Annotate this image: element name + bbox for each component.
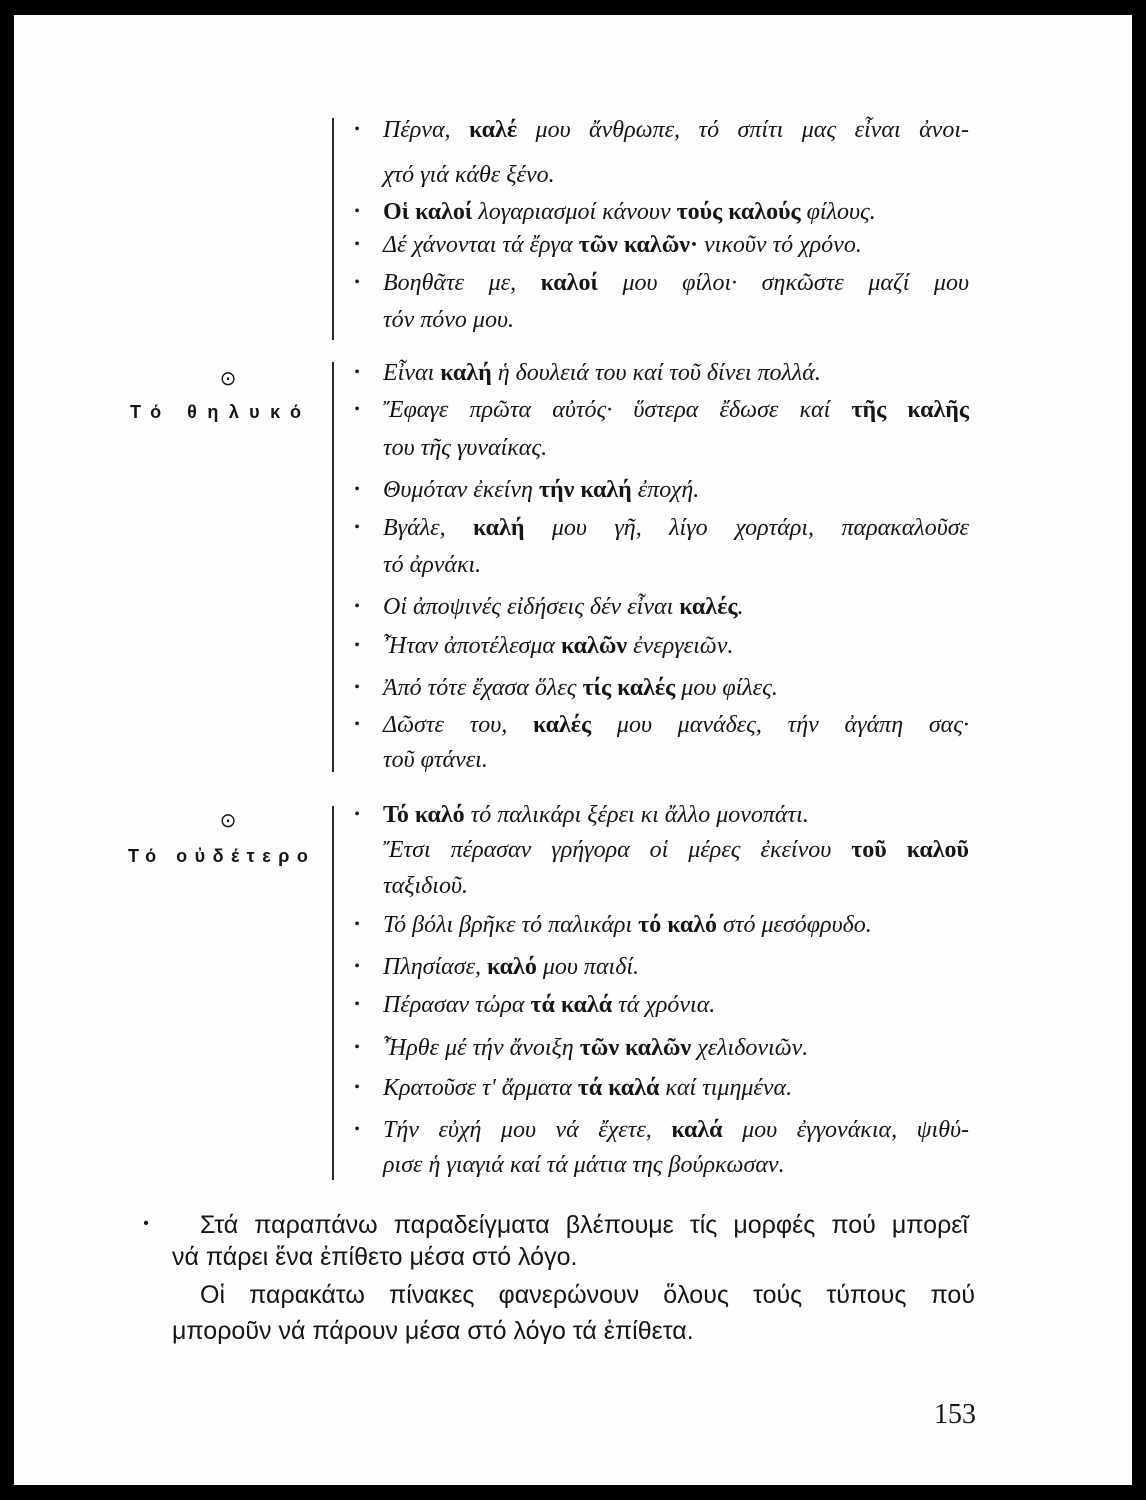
example-line — [383, 511, 969, 545]
example-text: Ἔφαγε πρῶτα αὐτός· ὕστερα ἔδωσε καί — [383, 397, 852, 423]
adjective-form: καλῶν — [561, 633, 628, 659]
example-text: χτό γιά κάθε ξένο. — [383, 162, 555, 188]
bullet-point: • — [354, 637, 360, 654]
example-text: καί τιμημένα. — [659, 1075, 793, 1101]
example-text: φίλους. — [800, 199, 876, 225]
bullet-point: • — [354, 806, 360, 823]
bullet-point: • — [354, 274, 360, 291]
adjective-form: Τό καλό — [383, 802, 465, 828]
bullet-point: • — [354, 481, 360, 498]
example-text: μου γῆ, λίγο χορτάρι, παρακαλοῦσε — [524, 515, 970, 541]
example-text: μου φίλοι· σηκῶστε μαζί μου — [597, 270, 969, 296]
bullet-point: • — [354, 121, 360, 138]
example-text: Τό βόλι βρῆκε τό παλικάρι — [383, 912, 639, 938]
example-line — [383, 743, 969, 777]
example-text: Ἀπό τότε ἔχασα ὅλες — [383, 675, 583, 701]
margin-rule-masculine — [332, 118, 334, 340]
adjective-form: τά καλά — [530, 992, 613, 1018]
example-line — [383, 833, 969, 867]
bullet-point: • — [354, 598, 360, 615]
bullet-point: • — [354, 401, 360, 418]
summary-line: Στά παραπάνω παραδείγματα βλέπουμε τίς μορφές πού μπορεῖ — [200, 1211, 968, 1239]
bullet-point: • — [354, 1079, 360, 1096]
example-text: τόν πόνο μου. — [383, 307, 514, 333]
example-text: τό παλικάρι ξέρει κι ἄλλο μονοπάτι. — [464, 802, 809, 828]
example-line — [383, 798, 969, 832]
example-line — [383, 950, 969, 984]
adjective-form: τῆς καλῆς — [851, 397, 970, 423]
adjective-form: καλές — [679, 594, 738, 620]
bullet-point: • — [354, 236, 360, 253]
feminine-section-marker-icon: ⊙ — [219, 366, 237, 390]
adjective-form: Οἱ καλοί — [383, 199, 473, 225]
example-line — [383, 1148, 969, 1182]
example-text: Εἶναι — [383, 360, 441, 386]
adjective-form: καλά — [671, 1117, 723, 1143]
example-line — [383, 1113, 969, 1147]
adjective-form: καλό — [487, 954, 537, 980]
bullet-point: • — [354, 519, 360, 536]
margin-rule-feminine — [332, 362, 334, 772]
example-text: ἡ δουλειά του καί τοῦ δίνει πολλά. — [491, 360, 821, 386]
adjective-form: καλοί — [540, 270, 598, 296]
example-text: Οἱ ἀποψινές εἰδήσεις δέν εἶναι — [383, 594, 680, 620]
bullet-point: • — [354, 996, 360, 1013]
adjective-form: καλή — [473, 515, 525, 541]
example-text: . — [737, 594, 744, 620]
example-line — [383, 1031, 969, 1065]
adjective-form: τό καλό — [638, 912, 718, 938]
example-line — [383, 356, 969, 390]
example-text: μου μανάδες, τήν ἀγάπη σας· — [591, 712, 969, 738]
adjective-form: καλέ — [469, 117, 518, 143]
example-text: Δῶστε του, — [383, 712, 533, 738]
example-text: Ἦρθε μέ τήν ἄνοιξη — [383, 1035, 580, 1061]
bullet-point: • — [354, 916, 360, 933]
adjective-form: τῶν καλῶν· — [578, 232, 698, 258]
example-line — [383, 671, 969, 705]
bullet-point: • — [354, 1121, 360, 1138]
bullet-point: • — [354, 679, 360, 696]
example-line — [383, 869, 969, 903]
example-text: Ἦταν ἀποτέλεσμα — [383, 633, 562, 659]
example-text: Τήν εὐχή μου νά ἔχετε, — [383, 1117, 672, 1143]
example-line — [383, 548, 969, 582]
adjective-form: καλή — [440, 360, 492, 386]
summary-bullet-point: • — [143, 1215, 149, 1232]
example-text: λογαριασμοί κάνουν — [472, 199, 677, 225]
example-line — [383, 473, 969, 507]
example-line — [383, 228, 969, 262]
example-line — [383, 113, 969, 147]
example-line — [383, 158, 969, 192]
example-line — [383, 629, 969, 663]
example-text: του τῆς γυναίκας. — [383, 435, 548, 461]
page-number: 153 — [934, 1399, 976, 1430]
example-text: ἐποχή. — [631, 477, 700, 503]
example-line — [383, 303, 969, 337]
summary-line: νά πάρει ἕνα ἐπίθετο μέσα στό λόγο. — [172, 1243, 578, 1271]
example-line — [383, 590, 969, 624]
example-text: μου ἐγγονάκια, ψιθύ- — [722, 1117, 969, 1143]
example-line — [383, 1071, 969, 1105]
margin-rule-neuter — [332, 806, 334, 1180]
summary-line: μποροῦν νά πάρουν μέσα στό λόγο τά ἐπίθετα. — [172, 1317, 694, 1345]
bullet-point: • — [354, 364, 360, 381]
adjective-form: τούς καλούς — [676, 199, 801, 225]
adjective-form: καλές — [532, 712, 592, 738]
bullet-point: • — [354, 203, 360, 220]
example-line — [383, 195, 969, 229]
example-text: τό ἀρνάκι. — [383, 552, 482, 578]
adjective-form: τῶν καλῶν — [579, 1035, 692, 1061]
example-line — [383, 908, 969, 942]
adjective-form: τά καλά — [577, 1075, 660, 1101]
example-text: μου ἄνθρωπε, τό σπίτι μας εἶναι ἀνοι- — [517, 117, 969, 143]
neuter-section-marker-icon: ⊙ — [219, 808, 237, 832]
example-text: στό μεσόφρυδο. — [717, 912, 872, 938]
bullet-point: • — [354, 1039, 360, 1056]
bullet-point: • — [354, 958, 360, 975]
example-text: Θυμόταν ἐκείνη — [383, 477, 539, 503]
example-text: Βγάλε, — [383, 515, 473, 541]
example-line — [383, 393, 969, 427]
example-text: Πέρνα, — [383, 117, 470, 143]
adjective-form: τίς καλές — [582, 675, 676, 701]
feminine-section-label: Τό θηλυκό — [130, 402, 312, 422]
example-text: Ἔτσι πέρασαν γρήγορα οἱ μέρες ἐκείνου — [383, 837, 852, 863]
adjective-form: τοῦ καλοῦ — [851, 837, 969, 863]
example-text: μου παιδί. — [536, 954, 640, 980]
example-line — [383, 708, 969, 742]
example-text: τοῦ φτάνει. — [383, 747, 488, 773]
neuter-section-label: Τό οὐδέτερο — [128, 846, 316, 866]
example-text: ἐνεργειῶν. — [627, 633, 734, 659]
adjective-form: τήν καλή — [538, 477, 632, 503]
example-line — [383, 266, 969, 300]
bullet-point: • — [354, 716, 360, 733]
example-text: Βοηθᾶτε με, — [383, 270, 541, 296]
example-text: χελιδονιῶν. — [691, 1035, 809, 1061]
example-line — [383, 431, 969, 465]
example-line — [383, 988, 969, 1022]
example-text: ρισε ἡ γιαγιά καί τά μάτια της βούρκωσαν. — [383, 1152, 785, 1178]
example-text: μου φίλες. — [675, 675, 778, 701]
example-text: Κρατοῦσε τ' ἄρματα — [383, 1075, 578, 1101]
example-text: τά χρόνια. — [612, 992, 716, 1018]
example-text: Πέρασαν τώρα — [383, 992, 531, 1018]
example-text: ταξιδιοῦ. — [383, 873, 468, 899]
example-text: νικοῦν τό χρόνο. — [698, 232, 862, 258]
example-text: Πλησίασε, — [383, 954, 488, 980]
example-text: Δέ χάνονται τά ἔργα — [383, 232, 579, 258]
summary-line: Οἱ παρακάτω πίνακες φανερώνουν ὅλους τούς τύπους πού — [200, 1281, 975, 1309]
